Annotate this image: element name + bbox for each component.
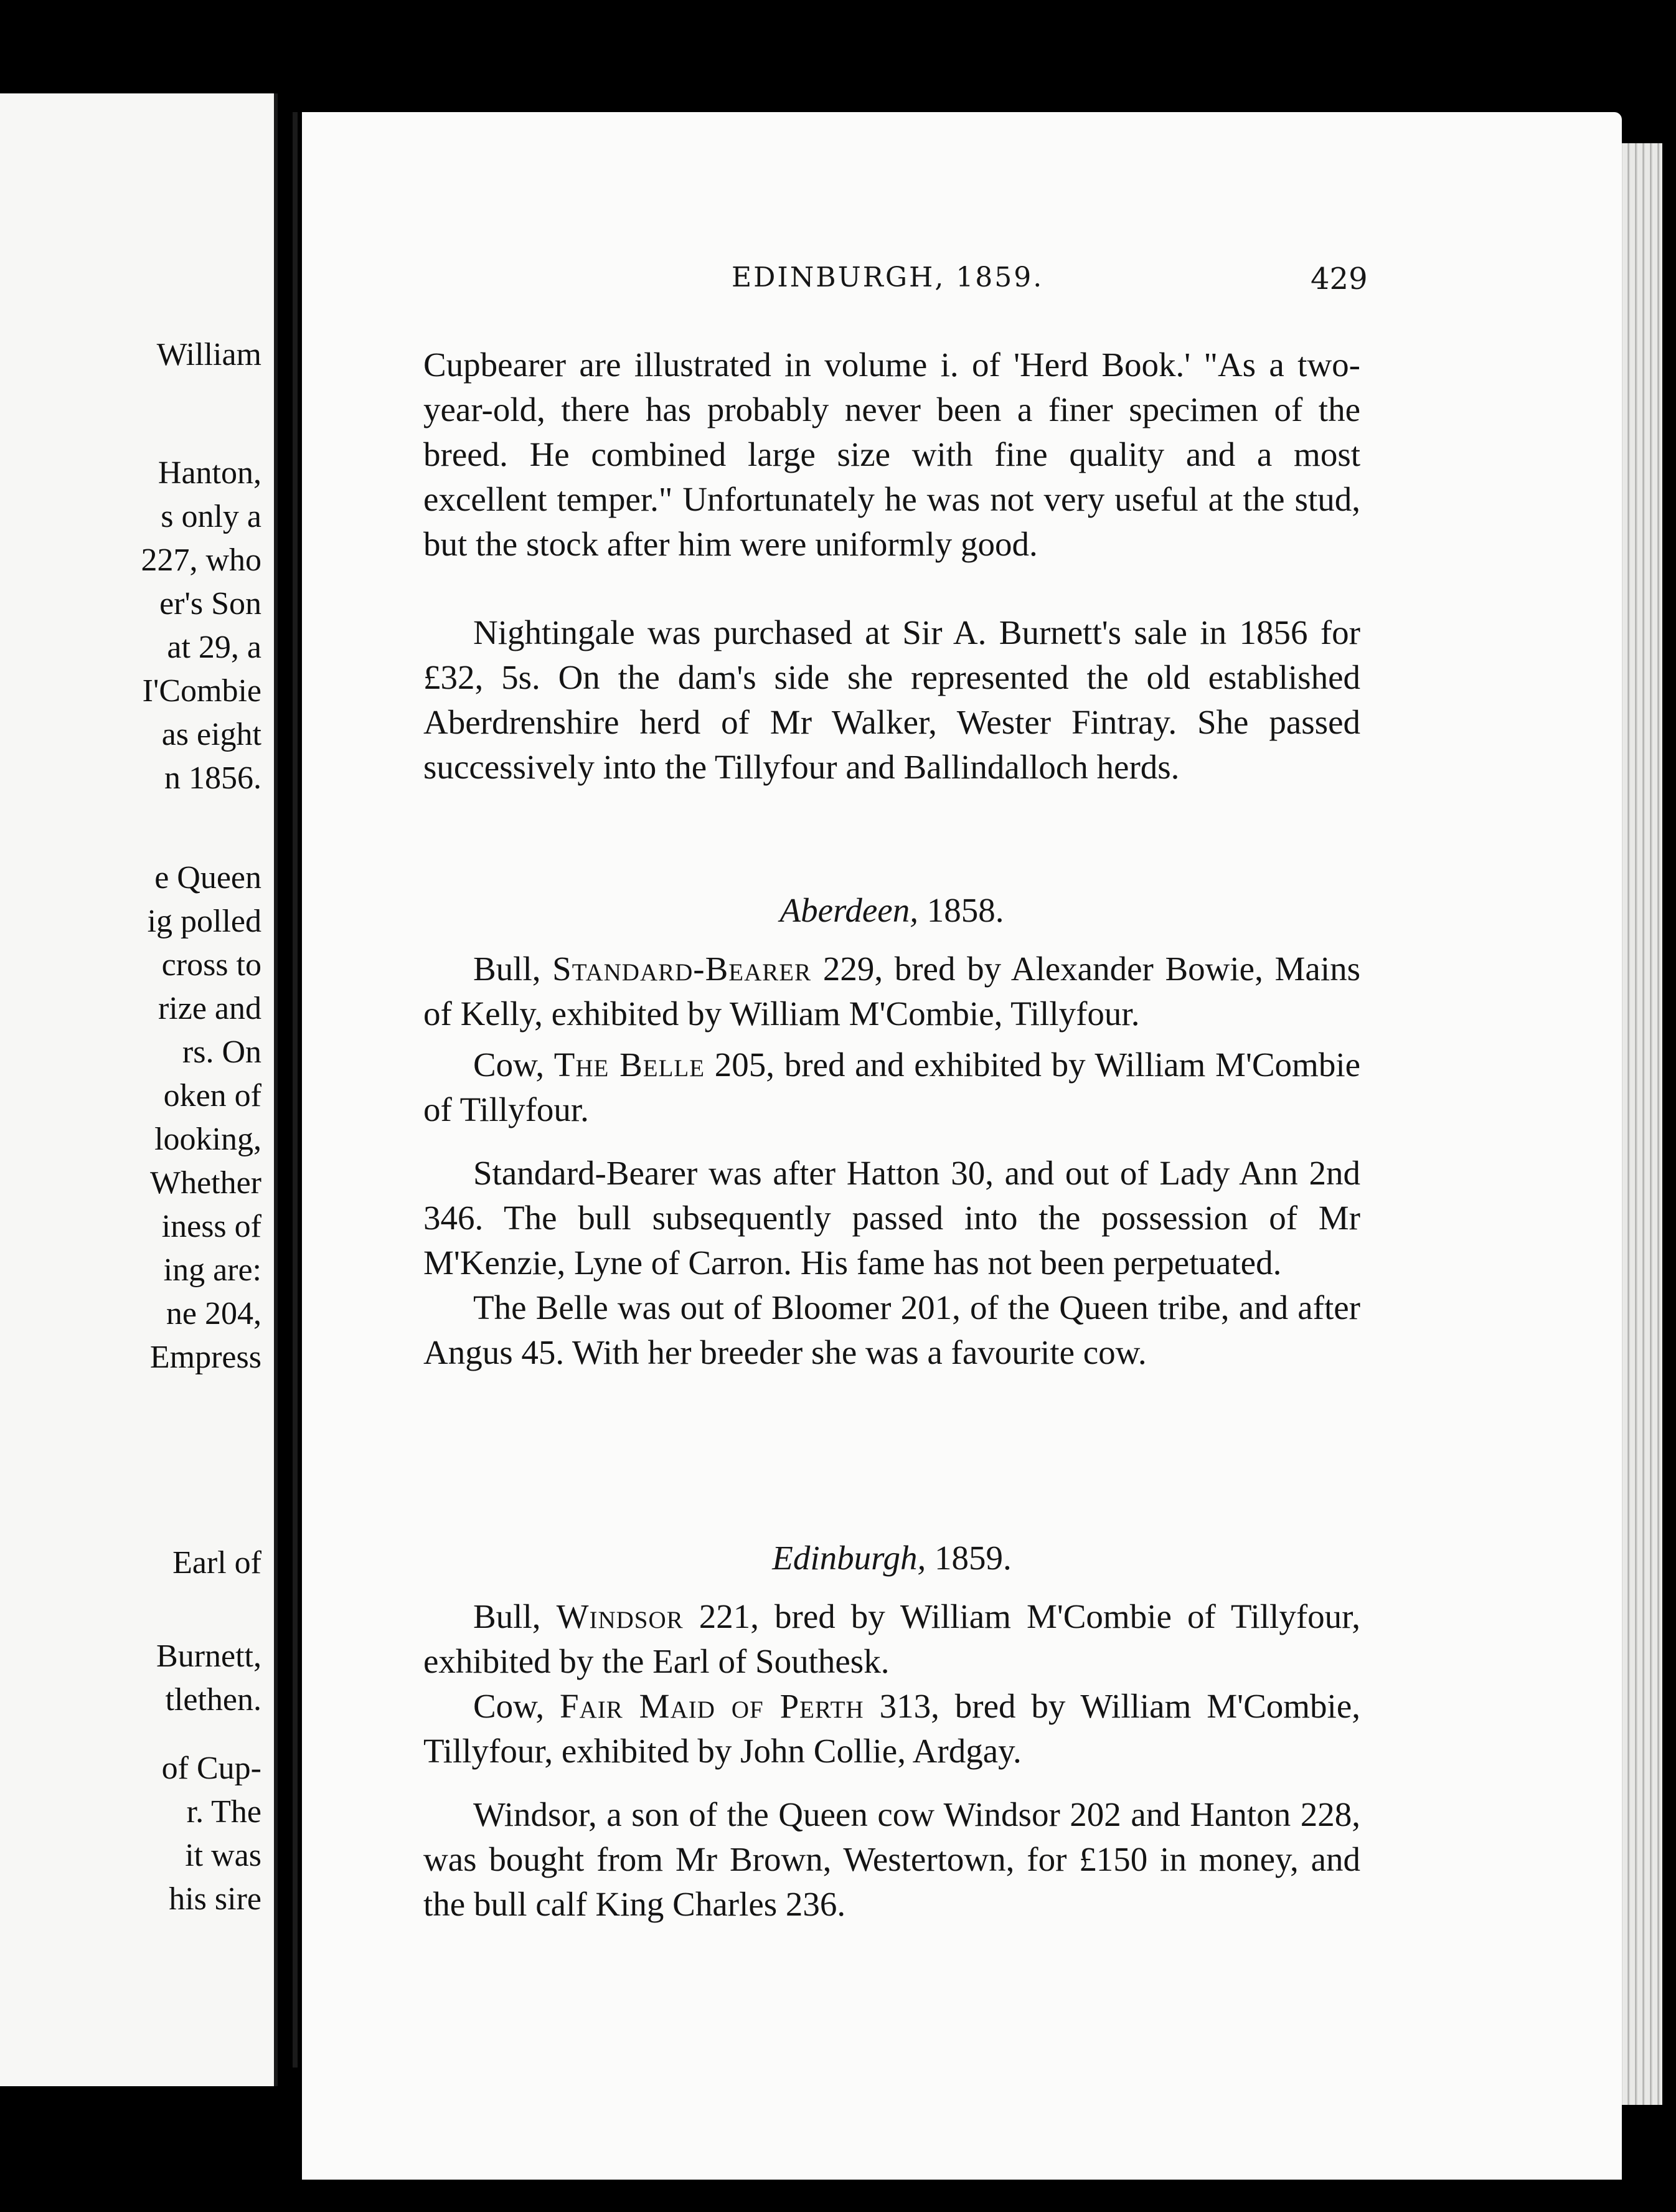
left-fragment: his sire <box>169 1881 261 1917</box>
left-fragment: at 29, a <box>167 630 261 665</box>
left-fragment: William <box>156 337 261 372</box>
bull-entry <box>423 947 1360 1036</box>
entry-text: 313, bred by William M'Combie, Tillyfour, exhibited by John Collie, Ardgay. <box>423 1687 1360 1770</box>
entry-prefix: Cow, <box>473 1687 545 1725</box>
page-number: 429 <box>1311 262 1368 296</box>
left-fragment: s only a <box>161 499 261 534</box>
right-page <box>302 112 1622 2180</box>
animal-name: Fair Maid of Perth <box>560 1687 864 1725</box>
left-fragment: Whether <box>149 1165 261 1201</box>
left-fragment: iness of <box>161 1209 261 1244</box>
paragraph-standard-bearer: Standard-Bearer was after Hatton 30, and out of Lady Ann 2nd 346. The bull subsequently passed into the possession of Mr M'Kenzie, Lyne of Carron. His fame has not been perpetuated. <box>423 1154 1360 1282</box>
entry-text: 205, bred and exhibited by William M'Combie of Tillyfour. <box>423 1046 1361 1128</box>
left-fragment: it was <box>185 1838 261 1873</box>
section-year: 1859. <box>935 1539 1012 1577</box>
left-fragment: oken of <box>163 1078 261 1113</box>
running-header: EDINBURGH, 1859. <box>732 262 1044 293</box>
paragraph-nightingale: Nightingale was purchased at Sir A. Burnett's sale in 1856 for £32, 5s. On the dam's side she represented the old established Aberdrenshire herd of Mr Walker, Wester Fintray. She passed successively into the Tillyfour and Ballindalloch herds. <box>423 613 1360 786</box>
left-fragment: n 1856. <box>164 760 261 796</box>
paragraph-windsor: Windsor, a son of the Queen cow Windsor 202 and Hanton 228, was bought from Mr Brown, Westertown, for £150 in money, and the bull calf King Charles 236. <box>423 1795 1360 1923</box>
paragraph-the-belle: The Belle was out of Bloomer 201, of the Queen tribe, and after Angus 45. With her breeder she was a favourite cow. <box>423 1288 1360 1371</box>
cow-entry <box>423 1042 1360 1132</box>
section-place: Aberdeen, <box>779 891 918 929</box>
left-fragment: Earl of <box>172 1545 261 1581</box>
left-fragment: Empress <box>149 1340 261 1375</box>
paragraph-cupbearer: Cupbearer are illustrated in volume i. of 'Herd Book.' "As a two-year-old, there has probably never been a finer specimen of the breed. He combined large size with fine quality and a most excellent temper." Unfortunately he was not very useful at the stud, but the stock after him were uniformly good. <box>423 346 1360 563</box>
left-fragment: Burnett, <box>156 1638 261 1674</box>
entry-prefix: Cow, <box>473 1046 545 1084</box>
left-fragment: I'Combie <box>142 673 261 709</box>
left-page <box>0 93 278 2086</box>
left-fragment: tlethen. <box>165 1682 261 1718</box>
entry-prefix: Bull, <box>473 950 541 988</box>
left-fragment: of Cup- <box>161 1751 261 1786</box>
bull-entry <box>423 1594 1360 1684</box>
section-year: 1858. <box>926 891 1004 929</box>
left-fragment: ig polled <box>147 904 261 939</box>
book-gutter <box>293 112 298 2068</box>
left-fragment: er's Son <box>159 586 261 622</box>
section-heading-edinburgh <box>423 1538 1360 1577</box>
animal-name: Windsor <box>556 1597 684 1635</box>
left-fragment: ne 204, <box>166 1296 261 1331</box>
section-place: Edinburgh, <box>772 1539 926 1577</box>
entry-prefix: Bull, <box>473 1597 541 1635</box>
cow-entry <box>423 1684 1360 1774</box>
left-fragment: rize and <box>158 991 261 1026</box>
edinburgh-entries <box>423 1594 1360 1927</box>
section-heading-aberdeen <box>423 891 1360 930</box>
left-fragment: as eight <box>161 717 261 752</box>
left-fragment: Hanton, <box>158 455 261 491</box>
animal-name: The Belle <box>553 1046 705 1084</box>
left-fragment: looking, <box>154 1122 261 1157</box>
aberdeen-entries <box>423 947 1360 1375</box>
left-fragment: r. The <box>186 1794 261 1830</box>
paragraph <box>423 610 1360 790</box>
entry-text: 229, bred by Alexander Bowie, Mains of Kelly, exhibited by William M'Combie, Tillyfour. <box>423 950 1360 1033</box>
left-fragment: e Queen <box>154 860 261 896</box>
animal-name: Standard-Bearer <box>552 950 812 988</box>
left-fragment: cross to <box>161 947 261 983</box>
paragraph <box>423 343 1360 567</box>
left-fragment: rs. On <box>182 1034 261 1070</box>
left-fragment: ing are: <box>163 1252 261 1288</box>
entry-text: 221, bred by William M'Combie of Tillyfour, exhibited by the Earl of Southesk. <box>423 1597 1361 1680</box>
left-fragment: 227, who <box>141 542 261 578</box>
